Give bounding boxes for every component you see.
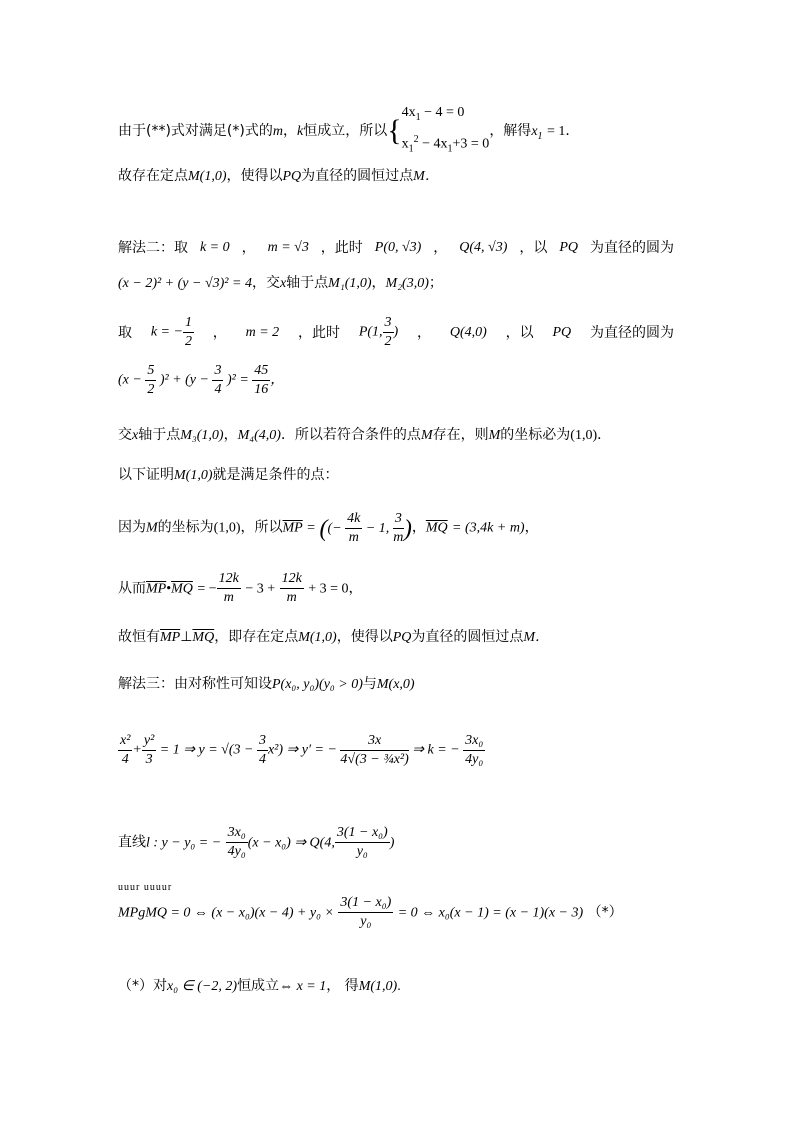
paragraph-10: 从而$\overline{MP}•\overline{MQ}$ = − $\frac{12k}{m}$ − 3 + $\frac{12k}{m}$ + 3 = 0，	[118, 571, 363, 605]
paragraph-6-circle-equation: (x − $\frac{5}{2}$ )² + (y − $\frac{3}{4}$ )² = $\frac{45}{16}$ ，	[118, 363, 285, 397]
segment-PQ: PQ	[552, 324, 572, 340]
paragraph-5	[118, 314, 674, 351]
circle-equation: (x − 2)² + (y − √3)² = 4	[118, 276, 252, 291]
paragraph-15-dot-product: uuur uuuur MPgMQ = 0 ⇔ (x − x₀)(x − 4) + y₀ × $\frac{\text{3(1 − x₀)}}{\text{y₀}}$ = 0 ⇔ x₀(x − 1) = (x − 1)(x − 3) （*）	[118, 882, 623, 929]
paragraph-16-conclusion: （*）对x₀ ∈ (−2, 2)恒成立⇔ x = 1， 得M(1,0).	[118, 978, 401, 994]
equation-system	[402, 102, 490, 160]
text: ，交	[251, 275, 280, 291]
system-brace: {	[387, 114, 402, 148]
math-equals-1: = 1．	[546, 124, 580, 140]
text: ，	[433, 240, 448, 256]
text: ，	[371, 275, 386, 291]
vector-MQ: $\overline{MQ}$	[425, 520, 448, 536]
paragraph-3	[118, 238, 674, 258]
segment-PQ: PQ	[559, 240, 578, 255]
point-M1: M₁(1,0)	[328, 276, 372, 291]
paragraph-11: 故恒有$\overline{MP}\perp\overline{MQ}$，即存在定点M(1,0)，使得以PQ为直径的圆恒过点M．	[118, 629, 550, 645]
text: ，	[241, 240, 256, 256]
math-k-value: k = − $\frac{1}{2}$	[150, 315, 192, 349]
paragraph-2	[118, 166, 439, 187]
paragraph-13-derivation: $\frac{\text{x²}}{4}$ + $\frac{\text{y²}}{3}$ = 1 ⇒ y = √(3 − $\frac{3}{4}$ x²) ⇒ y′ = − $\frac{3x}{\text{4√(3 − ¾x²)}}$ ⇒ k = − $\frac{\text{3x₀}}{\text{4y₀}}$	[120, 733, 484, 767]
paragraph-7: 交x轴于点M₃(1,0)，M₄(4,0)．所以若符合条件的点M存在，则M的坐标必为(1,0)．	[118, 427, 612, 443]
text: ，以	[505, 324, 534, 341]
text: ，此时	[320, 240, 363, 256]
paragraph-9: 因为M的坐标为(1,0)，所以$\overline{MP}$ = ((− $\frac{4k}{m}$ − 1, $\frac{3}{m}$ )，$\overline{MQ} = (3,4k + m)$，	[118, 511, 539, 545]
paragraph-14-line-l: 直线l : y − y₀ = − $\frac{\text{3x₀}}{\text{4y₀}}$ (x − x₀) ⇒ Q(4, $\frac{\text{3(1 − x₀)}}{\text{y₀}}$ )	[118, 825, 395, 859]
point-M: M(1,0)	[188, 169, 227, 184]
text: 为直径的圆恒过点	[301, 168, 414, 184]
text: ，解得	[489, 123, 532, 140]
vector-MP: $\overline{MP}$	[282, 520, 303, 536]
paragraph-1	[118, 102, 579, 160]
paragraph-12: 解法三：由对称性可知设P(x₀, y₀)(y₀ > 0)与M(x,0)	[118, 676, 415, 692]
point-M: M．	[413, 169, 439, 184]
paragraph-4	[118, 273, 443, 294]
text: 为直径的圆为	[589, 324, 674, 341]
text: 轴于点	[286, 275, 329, 291]
point-Q: Q(4,0)	[449, 324, 487, 340]
point-P: P(1, $\frac{3}{2}$ )	[358, 315, 399, 349]
text: 解法二：取	[118, 240, 188, 256]
text: ，	[417, 324, 432, 341]
text: 恒成立，所以	[303, 123, 388, 140]
point-Q: Q(4, √3)	[459, 240, 508, 255]
point-P: P(0, √3)	[374, 240, 422, 255]
text: ，使得以	[226, 168, 283, 184]
system-eq-2: $x_1^2 - 4x_1+3 = 0$	[401, 133, 490, 155]
math-m: m = 2	[245, 324, 280, 340]
text: ，以	[519, 240, 548, 256]
text: ，	[282, 123, 297, 140]
text: 故存在定点	[118, 168, 188, 184]
text: 取	[118, 324, 132, 341]
text: ，	[212, 324, 227, 341]
math-x1: $x_1$	[531, 124, 543, 142]
text: 由于(**)式对满足(*)式的	[118, 123, 273, 140]
math-m: m = √3	[267, 240, 309, 255]
system-eq-1: $4x_1 - 4 = 0$	[401, 105, 465, 123]
paragraph-8: 以下证明M(1,0)就是满足条件的点：	[118, 467, 339, 483]
math-k: k	[296, 124, 304, 140]
point-M2: M₂(3,0)	[385, 276, 429, 291]
math-k0: k = 0	[199, 240, 230, 255]
segment-PQ: PQ	[282, 169, 302, 184]
math-m: m	[272, 124, 283, 140]
text: 为直径的圆为	[589, 240, 674, 256]
text: ，此时	[297, 324, 340, 341]
text: ；	[428, 275, 443, 291]
math-x: x	[279, 276, 287, 291]
